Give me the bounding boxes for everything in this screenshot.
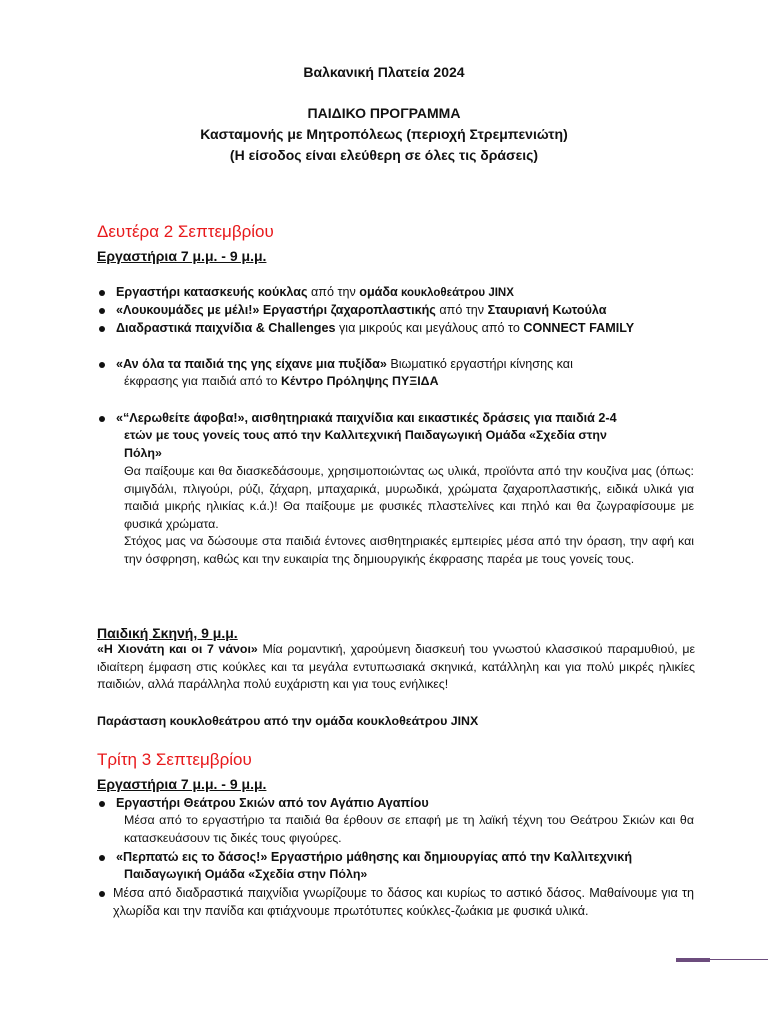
free-entry-note: (Η είσοδος είναι ελεύθερη σε όλες τις δράσεις)	[229, 147, 539, 163]
monday-stage-heading: Παιδική Σκηνή, 9 μ.μ.	[97, 625, 238, 641]
tuesday-item-forest-line2: Παιδαγωγική Ομάδα «Σχεδία στην Πόλη»	[124, 867, 368, 881]
location-heading: Κασταμονής με Μητροπόλεως (περιοχή Στρεμπενιώτη)	[200, 126, 568, 142]
monday-item-pyxida-line2: έκφρασης για παιδιά από το Κέντρο Πρόληψης ΠΥΞΙΔΑ	[124, 374, 439, 388]
bullet-icon	[99, 290, 105, 296]
bullet-icon	[99, 308, 105, 314]
monday-item-sensory-line1: «“Λερωθείτε άφοβα!», αισθητηριακά παιχνίδια και εικαστικές δράσεις για παιδιά 2-4	[116, 411, 617, 425]
bullet-icon	[99, 362, 105, 368]
tuesday-day-heading: Τρίτη 3 Σεπτεμβρίου	[97, 750, 252, 769]
footer-accent-bar	[676, 958, 710, 962]
monday-item-sensory-desc2: Στόχος μας να δώσουμε στα παιδιά έντονες αισθητηριακές εμπειρίες μέσα από την όραση, την αφή και την όσφρηση, καθώς και την ευκαιρία της δημιουργικής έκφρασης παρέα με τους γονείς τους.	[124, 534, 694, 566]
monday-workshops-heading: Εργαστήρια 7 μ.μ. - 9 μ.μ.	[97, 248, 267, 264]
tuesday-item-forest-line1: «Περπατώ εις το δάσος!» Εργαστήριο μάθησης και δημιουργίας από την Καλλιτεχνική	[116, 850, 633, 864]
monday-stage-description: «Η Χιονάτη και οι 7 νάνοι» Μία ρομαντική, χαρούμενη διασκευή του γνωστού κλασσικού παραμυθιού, με ιδιαίτερη έμφαση στις κούκλες και τα μεγάλα εντυπωσιακά σκηνικά, κατάλληλη και για πολύ μικρές ηλικίες παιδιών, αλλά παράλληλα πολύ ευχάριστη και για τους ενήλικες!	[97, 642, 695, 691]
monday-item-challenges: Διαδραστικά παιχνίδια & Challenges για μικρούς και μεγάλους από το CONNECT FAMILY	[116, 321, 635, 335]
bullet-icon	[99, 891, 105, 897]
monday-item-loukoumades: «Λουκουμάδες με μέλι!» Εργαστήρι ζαχαροπλαστικής από την Σταυριανή Κωτούλα	[116, 303, 607, 317]
document-title: Βαλκανική Πλατεία 2024	[303, 64, 465, 80]
tuesday-item-shadow-theatre-desc: Μέσα από το εργαστήριο τα παιδιά θα έρθουν σε επαφή με τη λαϊκή τέχνη του Θεάτρου Σκιών και θα κατασκευάσουν τις δικές τους φιγούρες.	[124, 813, 694, 845]
bullet-icon	[99, 326, 105, 332]
monday-stage-footer: Παράσταση κουκλοθεάτρου από την ομάδα κουκλοθεάτρου JINX	[97, 714, 479, 728]
monday-day-heading: Δευτέρα 2 Σεπτεμβρίου	[97, 222, 274, 241]
monday-item-pyxida: «Αν όλα τα παιδιά της γης είχανε μια πυξίδα» Βιωματικό εργαστήρι κίνησης και	[116, 357, 573, 371]
program-heading: ΠΑΙΔΙΚΟ ΠΡΟΓΡΑΜΜΑ	[307, 105, 461, 121]
monday-item-sensory-line2: ετών με τους γονείς τους από την Καλλιτεχνική Παιδαγωγική Ομάδα «Σχεδία στην	[124, 428, 607, 442]
bullet-icon	[99, 416, 105, 422]
bullet-icon	[99, 801, 105, 807]
tuesday-item-forest-desc: Μέσα από διαδραστικά παιχνίδια γνωρίζουμε το δάσος και κυρίως το αστικό δάσος. Μαθαίνουμε για τη χλωρίδα και την πανίδα και φτιάχνουμε πρωτότυπες κούκλες-ζωάκια με φυσικά υλικά.	[113, 886, 694, 918]
bullet-icon	[99, 855, 105, 861]
footer-rule	[710, 959, 768, 960]
tuesday-item-shadow-theatre: Εργαστήρι Θεάτρου Σκιών από τον Αγάπιο Αγαπίου	[116, 796, 429, 810]
tuesday-workshops-heading: Εργαστήρια 7 μ.μ. - 9 μ.μ.	[97, 776, 267, 792]
monday-item-doll-workshop: Εργαστήρι κατασκευής κούκλας από την ομάδα κουκλοθεάτρου JINX	[116, 285, 514, 299]
monday-item-sensory-line3: Πόλη»	[124, 446, 162, 460]
monday-item-sensory-desc1: Θα παίξουμε και θα διασκεδάσουμε, χρησιμοποιώντας ως υλικά, προϊόντα από την κουζίνα μας (όπως: σιμιγδάλι, πλιγούρι, ρύζι, ζάχαρη, μπαχαρικά, μυρωδικά, χρώματα ζαχαροπλαστικής, ειδικά υλικά για παιδιά μικρής ηλικίας κ.ά.)! Θα παίξουμε με φυσικές πλαστελίνες και πηλό και θα ζωγραφίσουμε με φυσικά χρώματα.	[124, 464, 694, 531]
